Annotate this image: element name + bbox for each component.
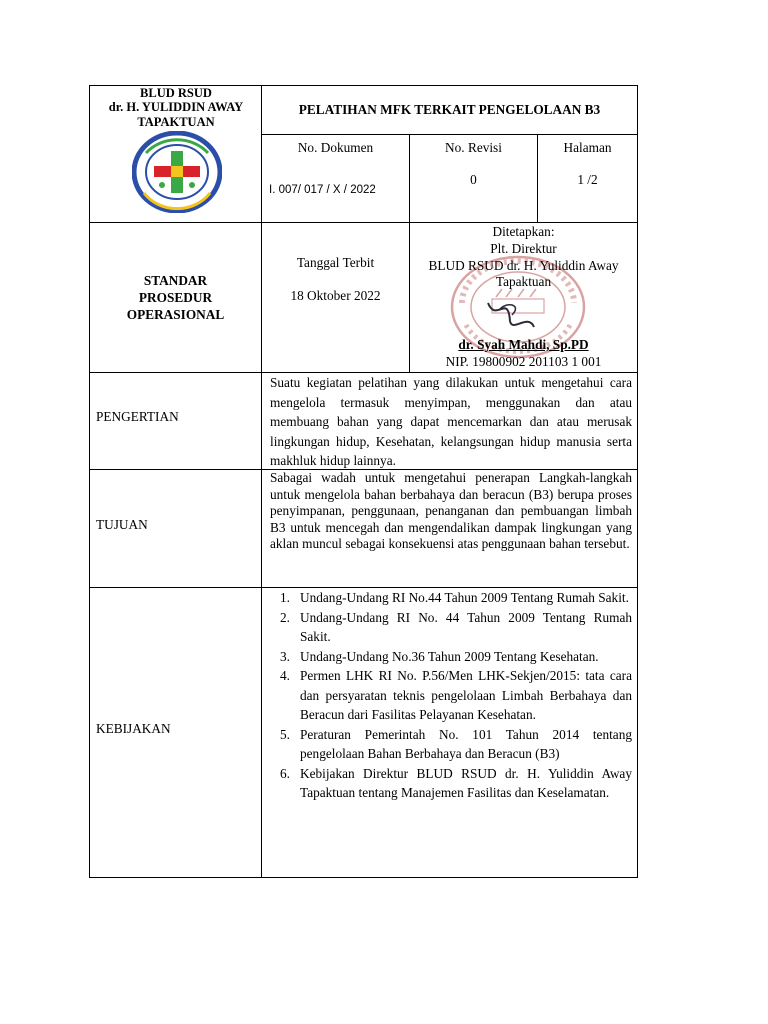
list-item-number: 5. <box>280 726 290 742</box>
approval-line2: Plt. Direktur <box>490 241 557 256</box>
list-item-text: Kebijakan Direktur BLUD RSUD dr. H. Yuliddin Away Tapaktuan tentang Manajemen Fasilitas dan Keselamatan. <box>300 765 632 800</box>
approval-line1: Ditetapkan: <box>492 224 555 239</box>
col-divider-main <box>261 85 262 878</box>
approval-line4: Tapaktuan <box>495 274 552 289</box>
org-name-line3: TAPAKTUAN <box>137 115 215 129</box>
table-border-left <box>89 85 90 878</box>
approval-line3: BLUD RSUD dr. H. Yuliddin Away <box>428 258 619 273</box>
revision-label: No. Revisi <box>445 140 502 155</box>
revision-value: 0 <box>470 172 477 187</box>
signer-nip: NIP. 19800902 201103 1 001 <box>445 354 602 369</box>
pengertian-text: Suatu kegiatan pelatihan yang dilakukan untuk mengetahui cara mengelola termasuk menyimpan, menggunakan dan atau membuang bahan yang dapat mencemarkan dan atau merusak lingkungan hidup, Kesehatan, kelangsungan hidup manusia serta makhluk hidup lainnya. <box>270 375 632 468</box>
list-item-number: 1. <box>280 590 290 605</box>
tujuan-label: TUJUAN <box>96 517 148 532</box>
list-item-text: Peraturan Pemerintah No. 101 Tahun 2014 tentang pengelolaan Bahan Berbahaya dan Beracun (B3) <box>300 726 632 761</box>
page-label: Halaman <box>563 140 612 155</box>
list-item <box>270 608 632 647</box>
doc-number-value: I. 007/ 017 / X / 2022 <box>269 184 376 196</box>
org-name-line2: dr. H. YULIDDIN AWAY <box>108 100 244 114</box>
list-item-text: Undang-Undang RI No. 44 Tahun 2009 Tentang Rumah Sakit. <box>300 609 632 644</box>
list-item <box>270 588 632 608</box>
doc-number-label: No. Dokumen <box>297 140 374 155</box>
signer-name: dr. Syah Mahdi, Sp.PD <box>458 337 589 352</box>
list-item-text: Permen LHK RI No. P.56/Men LHK-Sekjen/2015: tata cara dan persyaratan teknis pengelolaan Limbah Berbahaya dan Beracun dari Fasilitas Pelayanan Kesehatan. <box>300 668 632 722</box>
list-item-text: Undang-Undang No.36 Tahun 2009 Tentang Kesehatan. <box>300 648 599 664</box>
list-item <box>270 666 632 725</box>
list-item-number: 2. <box>280 609 290 625</box>
sop-label-line1: STANDAR <box>143 273 208 288</box>
list-item-text: Undang-Undang RI No.44 Tahun 2009 Tentang Rumah Sakit. <box>300 590 629 605</box>
list-item-number: 6. <box>280 765 290 781</box>
org-name-line1: BLUD RSUD <box>140 86 212 100</box>
list-item-number: 4. <box>280 668 290 683</box>
tujuan-text: Sabagai wadah untuk mengetahui penerapan Langkah-langkah untuk mengelola bahan berbahaya dan beracun (B3) berupa proses penyimpanan, penggunaan, penanganan dan pembuangan limbah B3 untuk mencegah dan mengendalikan dampak lingkungan yang aklan muncul sebagai konsekuensi atas penggunaan bahan tersebut. <box>270 470 632 551</box>
sop-label-line2: PROSEDUR <box>138 290 213 305</box>
pengertian-label: PENGERTIAN <box>96 409 179 424</box>
table-border-right <box>637 85 638 878</box>
issue-date-label: Tanggal Terbit <box>296 255 375 270</box>
kebijakan-list <box>270 588 632 803</box>
list-item-number: 3. <box>280 648 290 664</box>
row-divider-title <box>261 134 638 135</box>
document-title: PELATIHAN MFK TERKAIT PENGELOLAAN B3 <box>298 102 601 117</box>
list-item <box>270 764 632 803</box>
table-border-bottom <box>89 877 638 878</box>
list-item <box>270 725 632 764</box>
kebijakan-label: KEBIJAKAN <box>96 721 171 736</box>
page-value: 1 /2 <box>577 172 598 187</box>
list-item <box>270 647 632 667</box>
hospital-logo <box>132 131 222 213</box>
sop-label-line3: OPERASIONAL <box>126 307 225 322</box>
issue-date-value: 18 Oktober 2022 <box>290 288 381 303</box>
